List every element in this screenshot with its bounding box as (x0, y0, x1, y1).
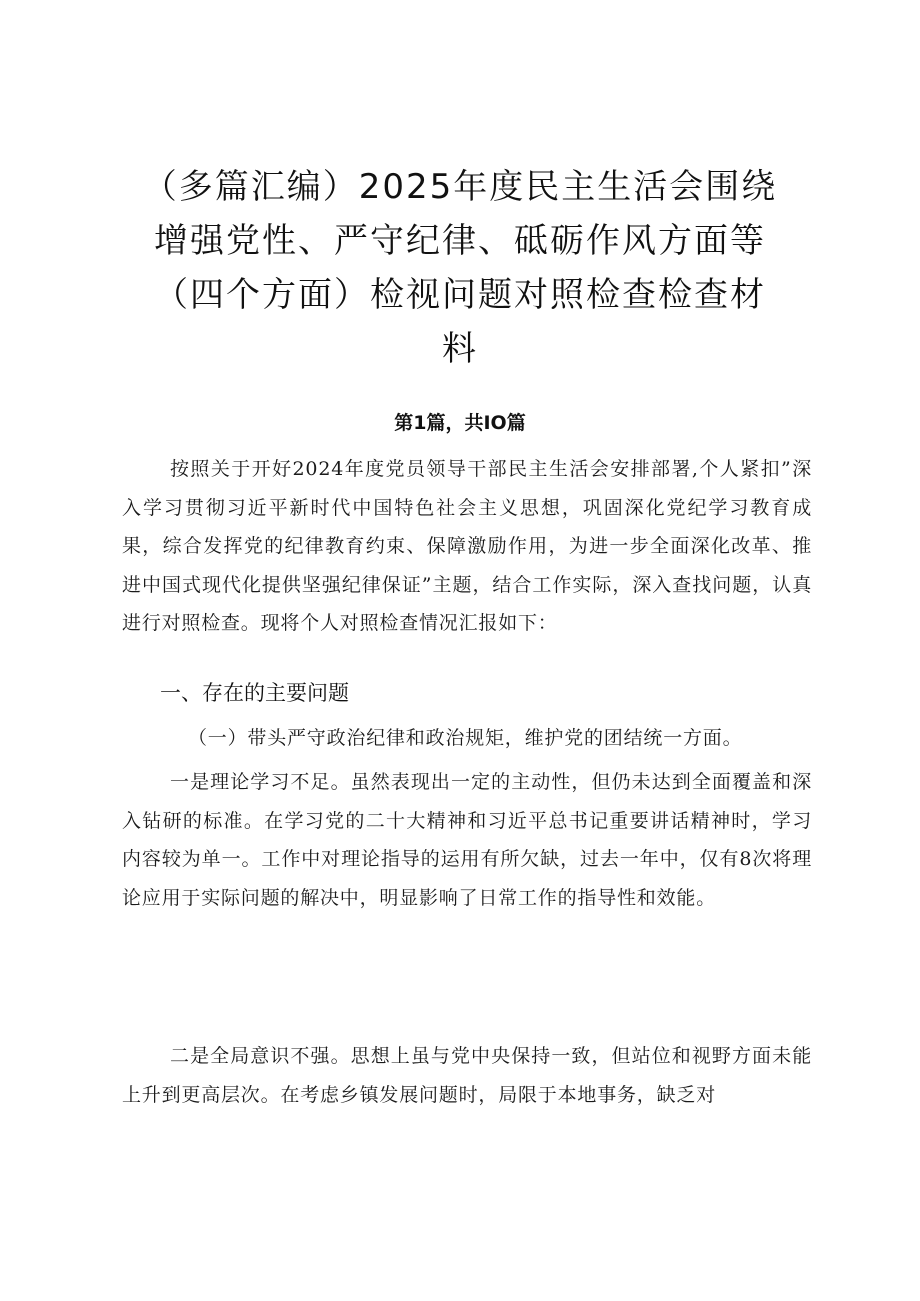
point-2-paragraph: 二是全局意识不强。思想上虽与党中央保持一致，但站位和视野方面未能上升到更高层次。在考虑乡镇发展问题时，局限于本地事务，缺乏对 (122, 1045, 812, 1106)
section-heading: 一、存在的主要问题 (160, 681, 349, 705)
sub-item-heading: （一）带头严守政治纪律和政治规矩，维护党的团结统一方面。 (188, 727, 743, 749)
intro-paragraph: 按照关于开好2024年度党员领导干部民主生活会安排部署,个人紧扣”深入学习贯彻习近平新时代中国特色社会主义思想，巩固深化党纪学习教育成果，综合发挥党的纪律教育约束、保障激励作用，为进一步全面深化改革、推进中国式现代化提供坚强纪律保证”主题，结合工作实际，深入查找问题，认真进行对照检查。现将个人对照检查情况汇报如下： (122, 458, 812, 634)
part-label: 第1篇，共IO篇 (394, 412, 526, 434)
document-title: （多篇汇编）2025年度民主生活会围绕增强党性、严守纪律、砥砺作风方面等（四个方面）检视问题对照检查检查材料 (142, 167, 778, 369)
point-1-paragraph: 一是理论学习不足。虽然表现出一定的主动性，但仍未达到全面覆盖和深入钻研的标准。在学习党的二十大精神和习近平总书记重要讲话精神时，学习内容较为单一。工作中对理论指导的运用有所欠缺，过去一年中，仅有8次将理论应用于实际问题的解决中，明显影响了日常工作的指导性和效能。 (122, 771, 812, 909)
